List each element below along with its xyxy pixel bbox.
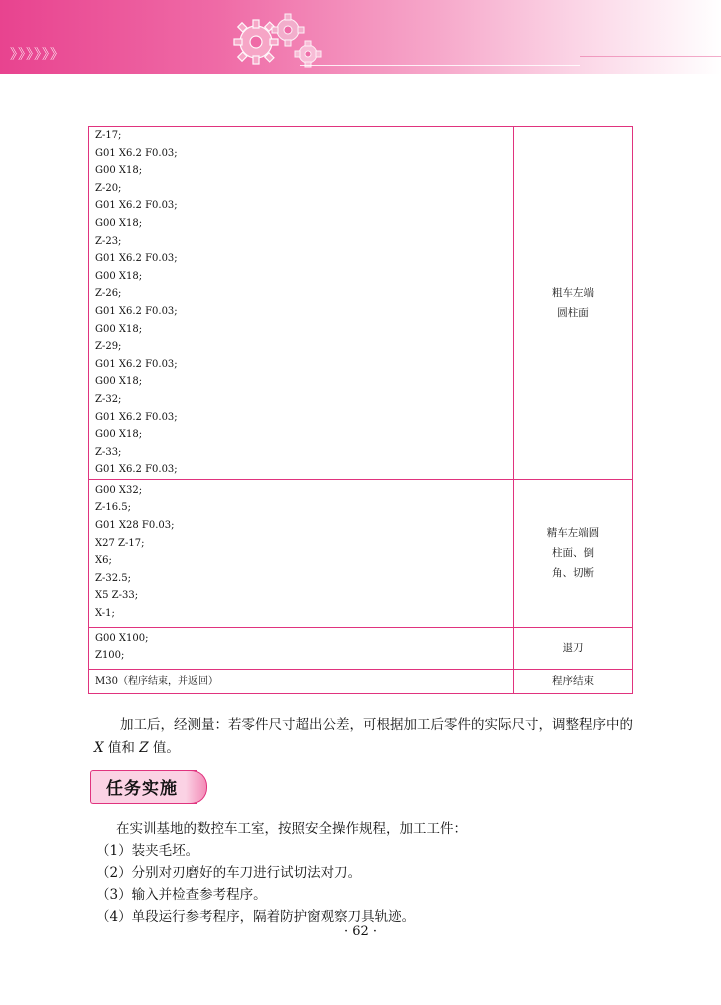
description-line: 精车左端圆 [546, 527, 600, 540]
paragraph-text: 值和 [103, 740, 140, 756]
code-line: G00 X18; [95, 429, 143, 441]
description-cell [514, 669, 633, 693]
code-line: G00 X32; [95, 484, 143, 496]
x-variable: X [94, 740, 104, 756]
header-rule [300, 65, 580, 66]
table-row [89, 669, 633, 693]
code-cell [89, 127, 514, 480]
code-line: G00 X18; [95, 165, 143, 177]
code-line: G00 X100; [95, 632, 149, 644]
program-table [88, 126, 633, 694]
measurement-paragraph [94, 714, 639, 760]
chevron-decoration: 》》》》》》 [10, 47, 65, 63]
code-line: G01 X28 F0.03; [95, 520, 175, 532]
code-line: Z-29; [95, 341, 122, 353]
page-header-banner [0, 0, 721, 74]
code-line: G01 X6.2 F0.03; [95, 358, 178, 370]
section-title: 任务实施 [106, 779, 178, 799]
code-line: M30（程序结束，并返回） [95, 675, 218, 687]
code-line: Z-23; [95, 235, 122, 247]
table-row [89, 627, 633, 669]
code-line: Z-33; [95, 446, 122, 458]
code-line: X-1; [95, 608, 115, 620]
code-line: X5 Z-33; [95, 590, 139, 602]
code-line: G00 X18; [95, 376, 143, 388]
code-line: G01 X6.2 F0.03; [95, 253, 178, 265]
code-cell [89, 669, 514, 693]
code-line: G01 X6.2 F0.03; [95, 147, 178, 159]
code-line: X27 Z-17; [95, 537, 145, 549]
section-heading [90, 770, 210, 802]
table-row [89, 479, 633, 627]
code-line: G01 X6.2 F0.03; [95, 200, 178, 212]
code-line: Z-32.5; [95, 572, 131, 584]
z-variable: Z [139, 740, 149, 756]
code-line: Z-16.5; [95, 502, 131, 514]
code-line: X6; [95, 555, 112, 567]
step-item: （1）装夹毛坯。 [96, 843, 200, 859]
description-cell [514, 127, 633, 480]
paragraph-text: 加工后，经测量：若零件尺寸超出公差，可根据加工后零件的实际尺寸，调整程序中的 [120, 717, 633, 733]
code-line: G00 X18; [95, 217, 143, 229]
description-line: 程序结束 [552, 675, 594, 688]
code-line: G00 X18; [95, 323, 143, 335]
description-line: 粗车左端 [552, 286, 594, 299]
code-line: G01 X6.2 F0.03; [95, 305, 178, 317]
step-item: （3）输入并检查参考程序。 [96, 887, 267, 903]
code-cell [89, 479, 514, 627]
code-line: Z-26; [95, 288, 122, 300]
step-item: （2）分别对刃磨好的车刀进行试切法对刀。 [96, 865, 362, 881]
page-number: · 62 · [343, 924, 378, 939]
code-line: G00 X18; [95, 270, 143, 282]
code-line: G01 X6.2 F0.03; [95, 464, 178, 476]
steps-intro: 在实训基地的数控车工室，按照安全操作规程，加工工件： [116, 821, 467, 837]
gear-icon [228, 8, 328, 72]
section-tab-end [186, 770, 207, 804]
description-cell [514, 479, 633, 627]
step-item: （4）单段运行参考程序，隔着防护窗观察刀具轨迹。 [96, 909, 416, 925]
table-row [89, 127, 633, 480]
code-line: Z-17; [95, 130, 122, 141]
code-line: Z-20; [95, 182, 122, 194]
description-line: 退刀 [562, 642, 584, 655]
code-line: G01 X6.2 F0.03; [95, 411, 178, 423]
description-line: 柱面、倒 [552, 547, 594, 560]
code-line: Z100; [95, 650, 125, 662]
description-line: 圆柱面 [557, 306, 589, 319]
description-cell [514, 627, 633, 669]
code-cell [89, 627, 514, 669]
paragraph-text: 值。 [148, 740, 180, 756]
code-line: Z-32; [95, 393, 122, 405]
header-rule-right [580, 56, 721, 57]
description-line: 角、切断 [552, 567, 594, 580]
